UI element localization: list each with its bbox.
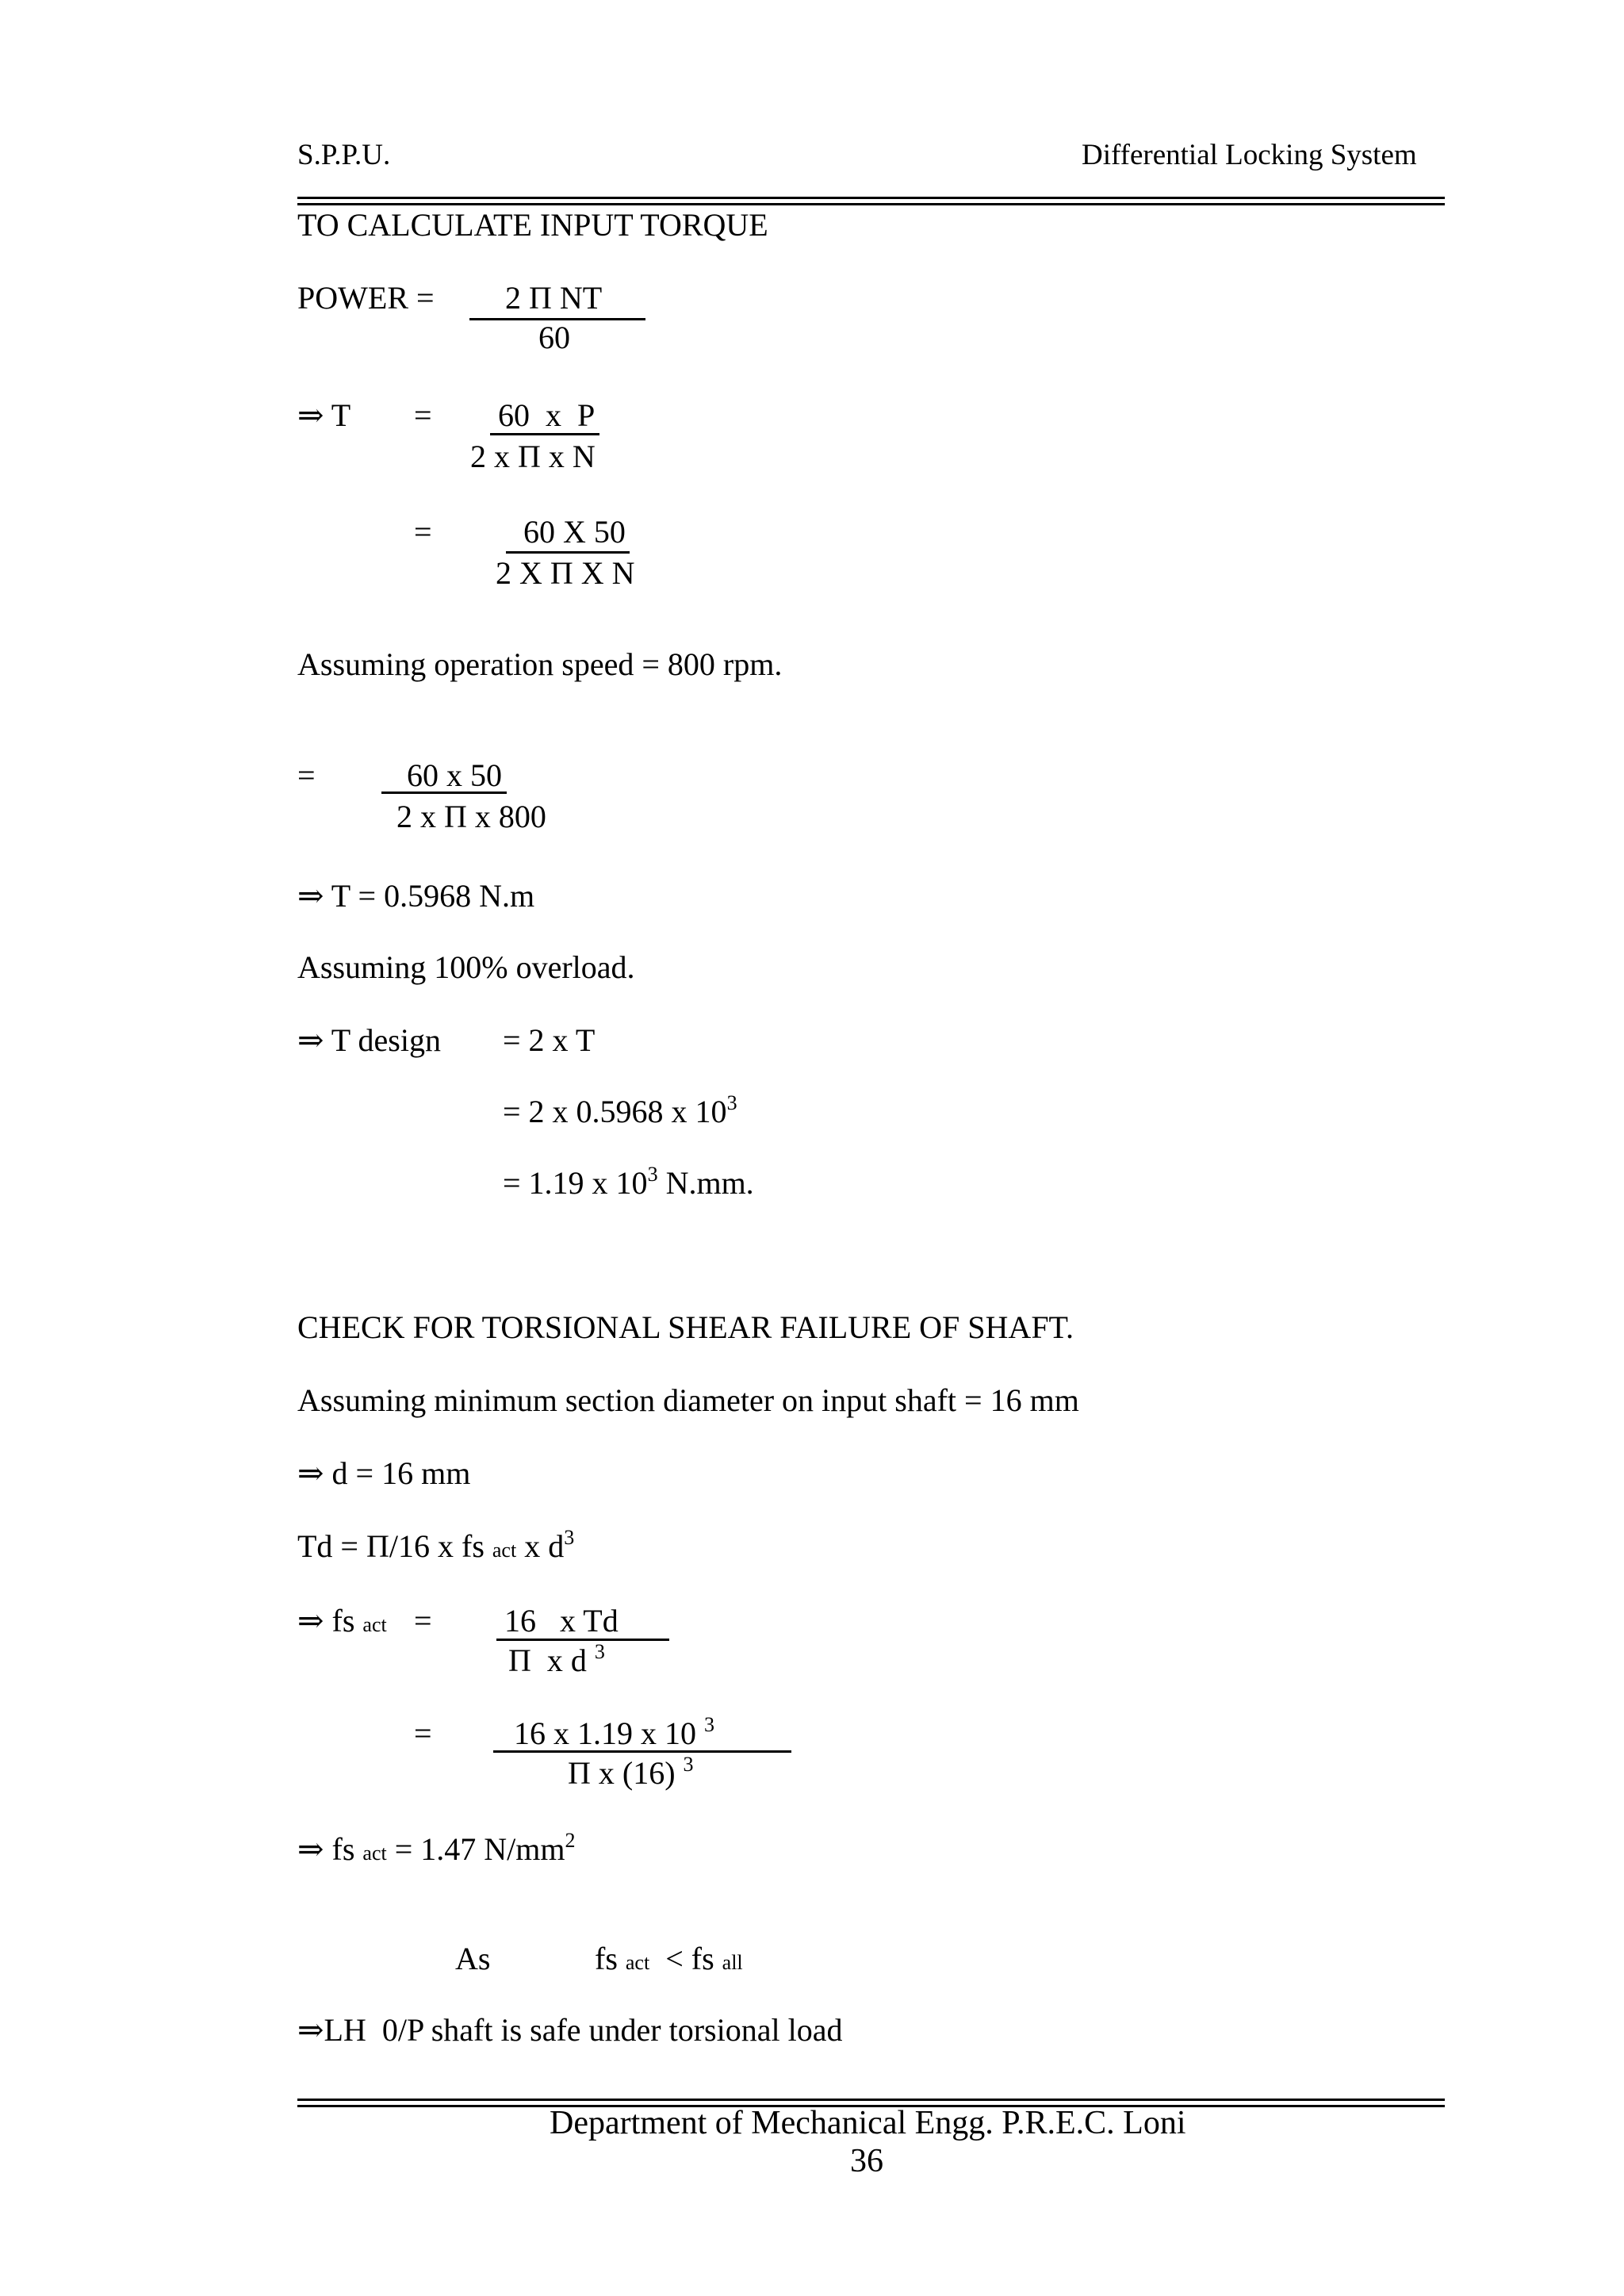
- page-number: 36: [850, 2143, 883, 2179]
- stress-comparison: fs act < fs all: [595, 1941, 743, 1976]
- torque-denominator: 2 x Π x N: [470, 439, 596, 474]
- torque-numerator: 60 x P: [498, 397, 596, 433]
- torque2-fraction-bar: [506, 551, 630, 554]
- torque2-denominator: 2 X Π X N: [496, 555, 635, 591]
- fs2-fraction-bar: [493, 1750, 791, 1753]
- assume-diameter-text: Assuming minimum section diameter on input shaft = 16 mm: [297, 1382, 1079, 1418]
- torque2-numerator: 60 X 50: [523, 514, 626, 550]
- td-formula: Td = Π/16 x fs act x $d^3$: [297, 1526, 575, 1564]
- torque-design-label: ⇒ T design: [297, 1022, 441, 1058]
- torque2-equals: =: [414, 514, 432, 550]
- header-rule-bottom: [297, 203, 1445, 205]
- assume-speed-text: Assuming operation speed = 800 rpm.: [297, 646, 783, 682]
- fs2-numerator: 16 x 1.19 x 10 $^3$: [514, 1713, 714, 1751]
- fs-result: ⇒ fs act = 1.47 $N/mm^2$: [297, 1829, 576, 1867]
- footer-department: Department of Mechanical Engg. P.R.E.C. Loni: [550, 2105, 1186, 2141]
- torque-equals: =: [414, 397, 432, 433]
- torque3-equals: =: [297, 757, 316, 793]
- torque3-denominator: 2 x Π x 800: [396, 799, 546, 834]
- fs2-equals: =: [414, 1715, 432, 1751]
- assume-overload-text: Assuming 100% overload.: [297, 949, 635, 985]
- fs2-denominator: Π x (16) $^3$: [568, 1753, 694, 1791]
- conclusion-text: ⇒LH 0/P shaft is safe under torsional load: [297, 2012, 843, 2048]
- as-label: As: [455, 1941, 491, 1976]
- fs-numerator: 16 x Td: [504, 1603, 619, 1639]
- torque-result: ⇒ T = 0.5968 N.m: [297, 878, 535, 914]
- power-label: POWER =: [297, 280, 435, 316]
- footer-rule-top: [297, 2099, 1445, 2101]
- power-denominator: 60: [538, 320, 570, 355]
- torque-fraction-bar: [490, 433, 599, 435]
- diameter-result: ⇒ d = 16 mm: [297, 1455, 471, 1491]
- fs-label: ⇒ fs act: [297, 1603, 387, 1639]
- fs-fraction-bar: [496, 1639, 669, 1641]
- header-right: Differential Locking System: [1082, 139, 1417, 171]
- header-left: S.P.P.U.: [297, 139, 391, 171]
- header-rule-top: [297, 197, 1445, 199]
- torque-design-line2: = 2 x 0.5968 x $10^3$: [503, 1091, 737, 1129]
- torque3-fraction-bar: [381, 792, 507, 794]
- fs-equals: =: [414, 1603, 432, 1639]
- power-numerator: 2 Π NT: [505, 280, 603, 316]
- fs-denominator: Π x d $^3$: [508, 1640, 605, 1678]
- torque3-numerator: 60 x 50: [407, 757, 502, 793]
- section-heading-input-torque: TO CALCULATE INPUT TORQUE: [297, 207, 768, 243]
- section-heading-torsional-shear: CHECK FOR TORSIONAL SHEAR FAILURE OF SHAFT.: [297, 1309, 1074, 1345]
- torque-design-line3: = 1.19 x $10^3$ N.mm.: [503, 1163, 754, 1201]
- torque-label: ⇒ T: [297, 397, 351, 433]
- torque-design-line1: = 2 x T: [503, 1022, 596, 1058]
